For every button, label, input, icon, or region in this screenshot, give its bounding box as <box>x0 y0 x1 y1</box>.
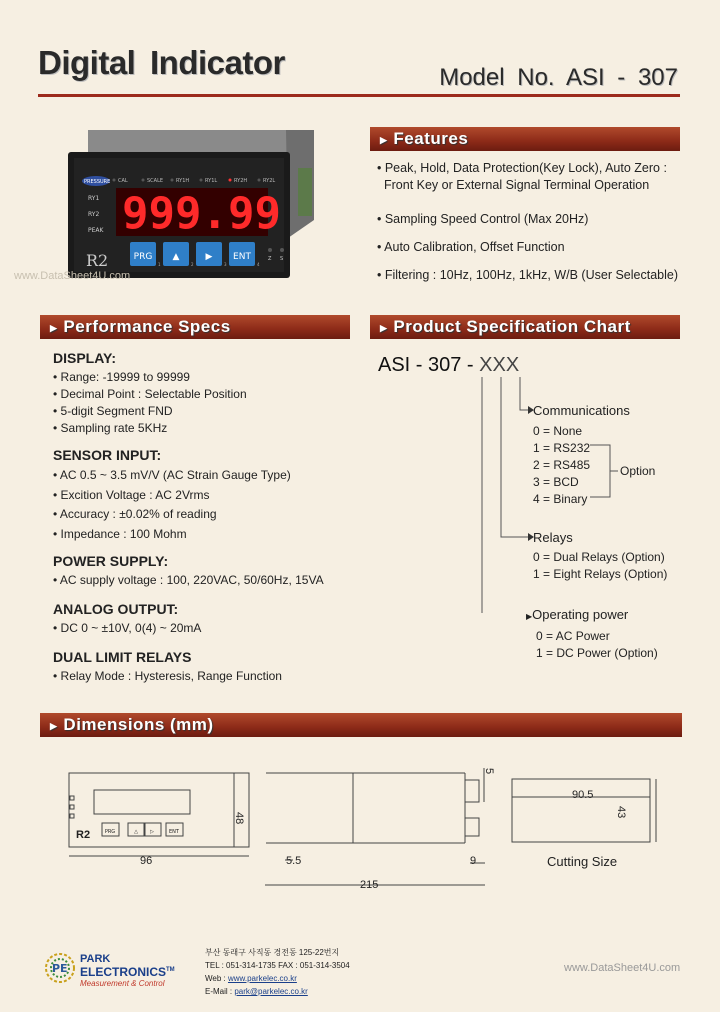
relays-head: DUAL LIMIT RELAYS <box>53 649 192 665</box>
indicator-label: RY2L <box>263 178 276 184</box>
model-code <box>378 354 519 377</box>
tel-fax: TEL : 051-314-1735 FAX : 051-314-3504 <box>205 961 350 970</box>
comm-item: 4 = Binary <box>533 492 588 506</box>
device-illustration <box>66 128 326 280</box>
trademark: TM <box>166 967 175 973</box>
email-label: E-Mail : <box>205 987 235 996</box>
power-head: POWER SUPPLY: <box>53 553 169 569</box>
power-item: 0 = AC Power <box>536 629 610 643</box>
small-button-label: Z <box>268 256 272 262</box>
relays-spec-head: Relays <box>533 530 573 545</box>
device-button-label: PRG <box>133 252 153 262</box>
dimension-button-label: △ <box>134 829 138 835</box>
display-head: DISPLAY: <box>53 350 117 366</box>
comm-item: 2 = RS485 <box>533 458 591 472</box>
spec-item: • Range: -19999 to 99999 <box>53 370 190 384</box>
watermark-bottom: www.DataSheet4U.com <box>564 962 681 974</box>
features-list <box>377 160 678 289</box>
power-item: 1 = DC Power (Option) <box>536 646 658 660</box>
comm-item: 3 = BCD <box>533 475 579 489</box>
indicator-label: RY1L <box>205 178 218 184</box>
company-name-1: PARK <box>80 953 111 965</box>
device-button-number: 4 <box>257 262 260 267</box>
page-title: Digital Indicator <box>38 44 285 81</box>
dimensions-bar: ▶ Dimensions (mm) <box>40 713 682 737</box>
device-button-number: 3 <box>224 262 227 267</box>
spec-item: • DC 0 ~ ±10V, 0(4) ~ 20mA <box>53 621 202 635</box>
indicator-label: SCALE <box>147 178 164 184</box>
spec-item: • Decimal Point : Selectable Position <box>53 387 247 401</box>
features-title: Features <box>393 129 469 148</box>
feature-item: • Peak, Hold, Data Protection(Key Lock), Auto Zero : <box>377 161 667 175</box>
fnd-display: 999.99 <box>122 188 281 239</box>
relay-item: 1 = Eight Relays (Option) <box>533 567 668 581</box>
code-prefix: ASI - 307 - <box>378 354 474 376</box>
company-name <box>80 953 175 988</box>
email-link[interactable]: park@parkelec.co.kr <box>234 987 308 996</box>
product-chart-bar: ▶ Product Specification Chart <box>370 315 680 339</box>
comm-item: 0 = None <box>533 424 583 438</box>
indicator-label: RY1H <box>176 178 190 184</box>
spec-item: • 5-digit Segment FND <box>53 404 173 418</box>
dimension-label: 43 <box>615 806 627 819</box>
dimension-label: Cutting Size <box>547 854 618 869</box>
code-x1: X <box>479 354 493 376</box>
dimension-label: 48 <box>233 812 245 825</box>
dimension-label: 5 <box>483 768 495 775</box>
feature-item: Front Key or External Signal Terminal Operation <box>384 178 650 192</box>
code-x2: X <box>492 354 506 376</box>
analog-head: ANALOG OUTPUT: <box>53 601 179 617</box>
indicator-label: CAL <box>118 178 128 184</box>
dimension-label: R2 <box>76 829 91 841</box>
model-number: Model No. ASI - 307 <box>439 64 678 91</box>
option-label: Option <box>620 464 656 478</box>
device-button-label: ▲ <box>172 252 180 262</box>
watermark-top: www.DataSheet4U.com <box>14 270 131 282</box>
communications-block <box>533 402 630 508</box>
device-button-label: ▶ <box>205 252 213 262</box>
contact-info <box>205 946 350 998</box>
indicator-label: RY2H <box>234 178 248 184</box>
spec-item: • AC 0.5 ~ 3.5 mV/V (AC Strain Gauge Type) <box>53 468 291 482</box>
small-button-label: S <box>280 256 284 262</box>
company-logo-icon <box>40 948 80 988</box>
dimension-button-label: ▷ <box>150 829 154 835</box>
power-spec-head: Operating power <box>532 607 629 622</box>
svg-text:PE: PE <box>52 962 68 975</box>
side-label: PEAK <box>88 227 104 234</box>
feature-item: • Sampling Speed Control (Max 20Hz) <box>377 212 589 226</box>
comm-item: 1 = RS232 <box>533 441 591 455</box>
spec-item: • Sampling rate 5KHz <box>53 421 168 435</box>
svg-text:R2: R2 <box>86 251 109 270</box>
dimension-label: 90.5 <box>572 789 594 801</box>
device-button-label: ENT <box>233 252 251 262</box>
feature-item: • Auto Calibration, Offset Function <box>377 240 565 254</box>
product-chart-title: Product Specification Chart <box>393 317 631 336</box>
dimensions-title: Dimensions (mm) <box>63 715 214 734</box>
side-label: RY1 <box>88 195 100 202</box>
title-divider <box>38 94 680 97</box>
dimension-label: 9 <box>470 855 477 867</box>
dimension-label: 5.5 <box>286 855 302 867</box>
spec-item: • Impedance : 100 Mohm <box>53 526 187 541</box>
features-bar: ▶ Features <box>370 127 680 151</box>
spec-item: • Excition Voltage : AC 2Vrms <box>53 487 210 502</box>
side-label: RY2 <box>88 211 100 218</box>
device-button-number: 1 <box>158 262 161 267</box>
website-link[interactable]: www.parkelec.co.kr <box>227 974 297 983</box>
code-x3: X <box>505 354 520 376</box>
performance-specs <box>53 350 353 685</box>
performance-title: Performance Specs <box>63 317 231 336</box>
performance-bar: ▶ Performance Specs <box>40 315 350 339</box>
dimension-button-label: PRG <box>104 829 116 835</box>
sensor-head: SENSOR INPUT: <box>53 447 162 463</box>
dimension-button-label: ENT <box>169 829 179 835</box>
dimension-label: 96 <box>140 855 153 867</box>
spec-item: • AC supply voltage : 100, 220VAC, 50/60Hz, 15VA <box>53 573 324 587</box>
feature-item: • Filtering : 10Hz, 100Hz, 1kHz, W/B (User Selectable) <box>377 268 679 282</box>
web-label: Web : <box>205 974 228 983</box>
device-photo <box>66 128 306 280</box>
relays-block <box>533 529 667 583</box>
dimension-label: 215 <box>360 879 379 891</box>
spec-item: • Accuracy : ±0.02% of reading <box>53 507 217 521</box>
power-block: ▶Operating power 0 = AC Power 1 = DC Power (Option) <box>526 607 658 660</box>
device-button-number: 2 <box>191 262 194 267</box>
communications-head: Communications <box>533 403 630 418</box>
spec-item: • Relay Mode : Hysteresis, Range Function <box>53 669 282 683</box>
svg-text:PRESSURE: PRESSURE <box>84 179 111 185</box>
company-tagline: Measurement & Control <box>80 979 165 988</box>
company-name-2: ELECTRONICS <box>80 965 167 979</box>
relay-item: 0 = Dual Relays (Option) <box>533 550 665 564</box>
address: 부산 동래구 사직동 경전동 125-22번지 <box>205 948 340 957</box>
dimension-drawing <box>40 748 680 908</box>
